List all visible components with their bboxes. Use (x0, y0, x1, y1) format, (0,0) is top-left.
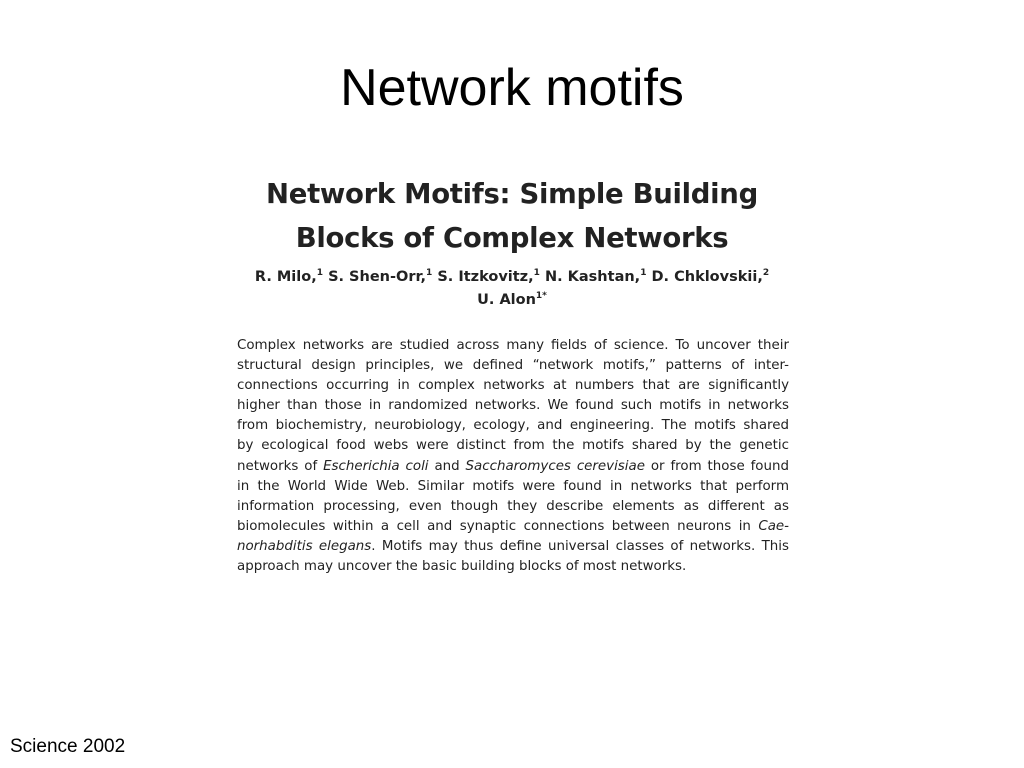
abstract-line (237, 497, 789, 517)
author-name: S. Itzkovitz, (437, 269, 534, 285)
author-affiliation: 1* (535, 291, 547, 301)
author-line (232, 266, 792, 289)
abstract-text: in the World Wide Web. Similar motifs were found in networks that perform (237, 478, 789, 494)
author-name: R. Milo, (254, 269, 317, 285)
abstract-text: information processing, even though they describe elements as different as (237, 498, 789, 514)
citation-footer: Science 2002 (10, 736, 126, 757)
abstract-line (237, 517, 789, 537)
paper-title-line: Blocks of Complex Networks (295, 222, 729, 254)
abstract-text: structural design principles, we defined “network motifs,” patterns of inter- (237, 358, 789, 374)
abstract-text: and (428, 458, 466, 474)
abstract-line (237, 376, 789, 396)
abstract-text: from biochemistry, neurobiology, ecology, and engineering. The motifs shared (237, 418, 789, 434)
paper-authors (232, 266, 792, 312)
paper-abstract (237, 336, 789, 577)
author-affiliation: 2 (762, 268, 770, 278)
species-name: Saccharomyces cerevisiae (465, 458, 645, 474)
species-name: Escherichia coli (323, 458, 429, 474)
abstract-line (237, 477, 789, 497)
author-affiliation: 1 (640, 268, 647, 278)
species-name: Cae- (758, 518, 789, 534)
abstract-line (237, 336, 789, 356)
abstract-line (237, 416, 789, 436)
author-affiliation: 1 (533, 268, 540, 278)
abstract-line (237, 537, 789, 557)
paper-title-line: Network Motifs: Simple Building (266, 178, 758, 210)
author-name: S. Shen-Orr, (328, 269, 427, 285)
author-affiliation: 1 (426, 268, 433, 278)
abstract-text: Complex networks are studied across many fields of science. To uncover their (237, 338, 789, 353)
abstract-text: . Motifs may thus define universal classes of networks. This (371, 538, 789, 554)
slide-title: Network motifs (340, 59, 684, 117)
author-affiliation: 1 (316, 268, 323, 278)
abstract-text: networks of (237, 458, 324, 474)
abstract-line (237, 396, 789, 416)
abstract-line (237, 457, 789, 477)
author-name: U. Alon (477, 292, 536, 308)
paper-title (232, 172, 792, 260)
abstract-line (237, 436, 789, 456)
author-name: D. Chklovskii, (651, 269, 763, 285)
paper-excerpt (232, 172, 792, 577)
author-name: N. Kashtan, (544, 269, 641, 285)
abstract-text: connections occurring in complex networks at numbers that are significantly (237, 378, 789, 394)
abstract-text: approach may uncover the basic building blocks of most networks. (237, 559, 687, 575)
abstract-text: higher than those in randomized networks. We found such motifs in networks (237, 398, 789, 414)
species-name: norhabditis elegans (237, 538, 372, 554)
abstract-text: or from those found (644, 458, 789, 474)
abstract-text: by ecological food webs were distinct from the motifs shared by the genetic (237, 438, 789, 454)
author-line (232, 289, 792, 312)
abstract-text: biomolecules within a cell and synaptic connections between neurons in (237, 518, 759, 534)
abstract-line (237, 557, 789, 577)
abstract-line (237, 356, 789, 376)
